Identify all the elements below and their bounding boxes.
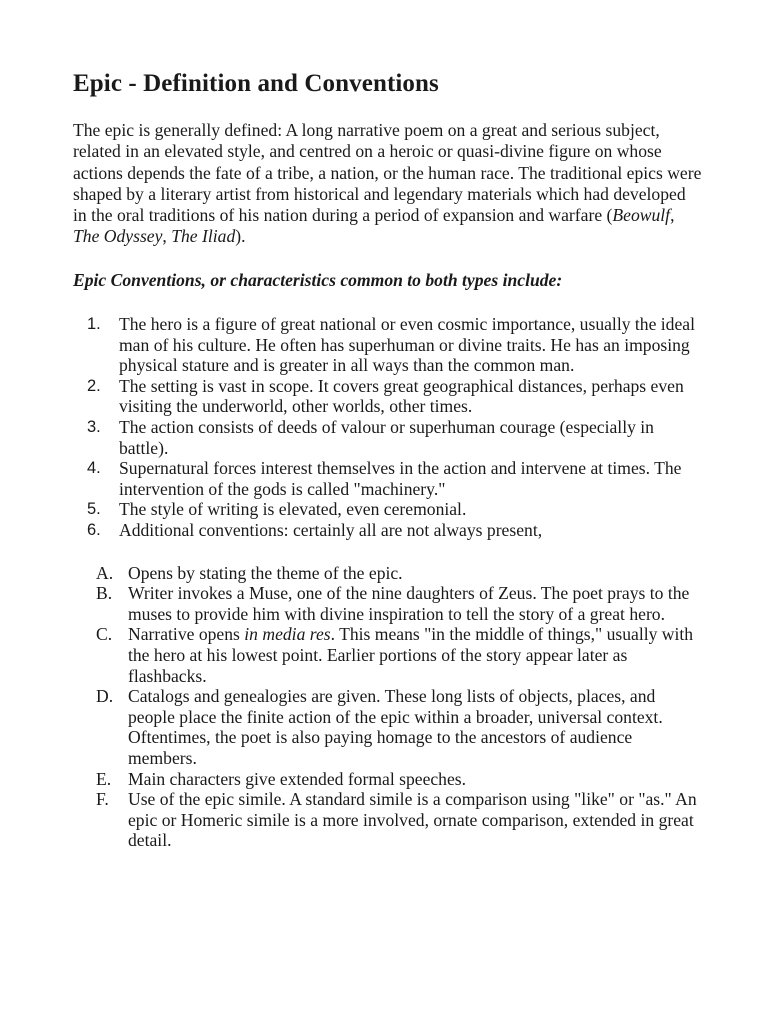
list-item-text: The action consists of deeds of valour or superhuman courage (especially in battle). bbox=[119, 417, 654, 458]
list-item bbox=[73, 686, 703, 768]
list-marker: 6. bbox=[87, 521, 101, 540]
page-title: Epic - Definition and Conventions bbox=[73, 70, 439, 97]
lettered-list bbox=[73, 563, 703, 851]
list-marker: 5. bbox=[87, 500, 101, 519]
list-item-text: Main characters give extended formal speeches. bbox=[128, 768, 467, 789]
work-beowulf: Beowulf bbox=[612, 205, 671, 226]
list-item bbox=[73, 624, 703, 686]
intro-end: ). bbox=[235, 226, 246, 247]
list-item-text: The style of writing is elevated, even ceremonial. bbox=[119, 499, 467, 520]
list-item-text: Writer invokes a Muse, one of the nine daughters of Zeus. The poet prays to the muses to provide him with divine inspiration to tell the story of a great hero. bbox=[128, 583, 690, 624]
list-item bbox=[73, 376, 703, 417]
list-item-text bbox=[128, 624, 693, 685]
list-marker: 1. bbox=[87, 315, 101, 334]
document-page bbox=[73, 66, 703, 851]
list-item-text-part: . This means "in the middle of things," usually with the hero at his lowest point. Earlier portions of the story appear later as flashbacks. bbox=[128, 624, 694, 686]
list-marker: 2. bbox=[87, 376, 101, 395]
list-item bbox=[73, 563, 703, 584]
list-marker: 4. bbox=[87, 459, 101, 478]
list-item bbox=[73, 417, 703, 458]
list-item bbox=[73, 769, 703, 790]
list-item bbox=[73, 458, 703, 499]
list-item-text: The hero is a figure of great national or even cosmic importance, usually the ideal man of his culture. He often has superhuman or divine traits. He has an imposing physical stature and is greater in all ways than the common man. bbox=[119, 314, 695, 376]
intro-separator: , bbox=[670, 205, 675, 226]
list-item-text: The setting is vast in scope. It covers great geographical distances, perhaps even visiting the underworld, other worlds, other times. bbox=[119, 375, 684, 417]
list-item-text: Opens by stating the theme of the epic. bbox=[128, 562, 403, 583]
list-item-text: Additional conventions: certainly all are not always present, bbox=[119, 520, 543, 541]
list-item-text: Use of the epic simile. A standard simile is a comparison using "like" or "as." An epic or Homeric simile is a more involved, ornate comparison, extended in great detail. bbox=[128, 789, 697, 851]
list-marker: F. bbox=[96, 789, 109, 810]
list-item-text-part: Narrative opens bbox=[128, 624, 245, 645]
list-marker: A. bbox=[96, 562, 114, 583]
list-marker: C. bbox=[96, 624, 113, 645]
list-marker: E. bbox=[96, 768, 112, 789]
list-item bbox=[73, 520, 703, 541]
list-item bbox=[73, 314, 703, 376]
intro-text: The epic is generally defined: A long narrative poem on a great and serious subject, related in an elevated style, and centred on a heroic or quasi-divine figure on whose actions depends the fate of a tribe, a nation, or the human race. The traditional epics were shaped by a literary artist from historical and legendary materials which had developed in the oral traditions of his nation during a period of expansion and warfare ( bbox=[73, 120, 702, 226]
list-item-text: Supernatural forces interest themselves in the action and intervene at times. The intervention of the gods is called "machinery." bbox=[119, 458, 682, 499]
intro-paragraph bbox=[73, 120, 703, 248]
list-marker: 3. bbox=[87, 418, 101, 437]
list-marker: B. bbox=[96, 583, 113, 604]
list-item bbox=[73, 499, 703, 520]
intro-separator: , bbox=[162, 226, 172, 247]
list-item-text: Catalogs and genealogies are given. These long lists of objects, places, and people place the finite action of the epic within a broader, universal context. Oftentimes, the poet is also paying homage to the ancestors of audience members. bbox=[128, 686, 663, 768]
list-item bbox=[73, 789, 703, 851]
in-media-res-term: in media res bbox=[244, 624, 331, 645]
numbered-list bbox=[73, 314, 703, 541]
list-item bbox=[73, 583, 703, 624]
work-odyssey: The Odyssey bbox=[73, 226, 163, 247]
list-marker: D. bbox=[96, 686, 114, 707]
work-iliad: The Iliad bbox=[171, 226, 236, 247]
conventions-heading: Epic Conventions, or characteristics common to both types include: bbox=[73, 269, 563, 290]
